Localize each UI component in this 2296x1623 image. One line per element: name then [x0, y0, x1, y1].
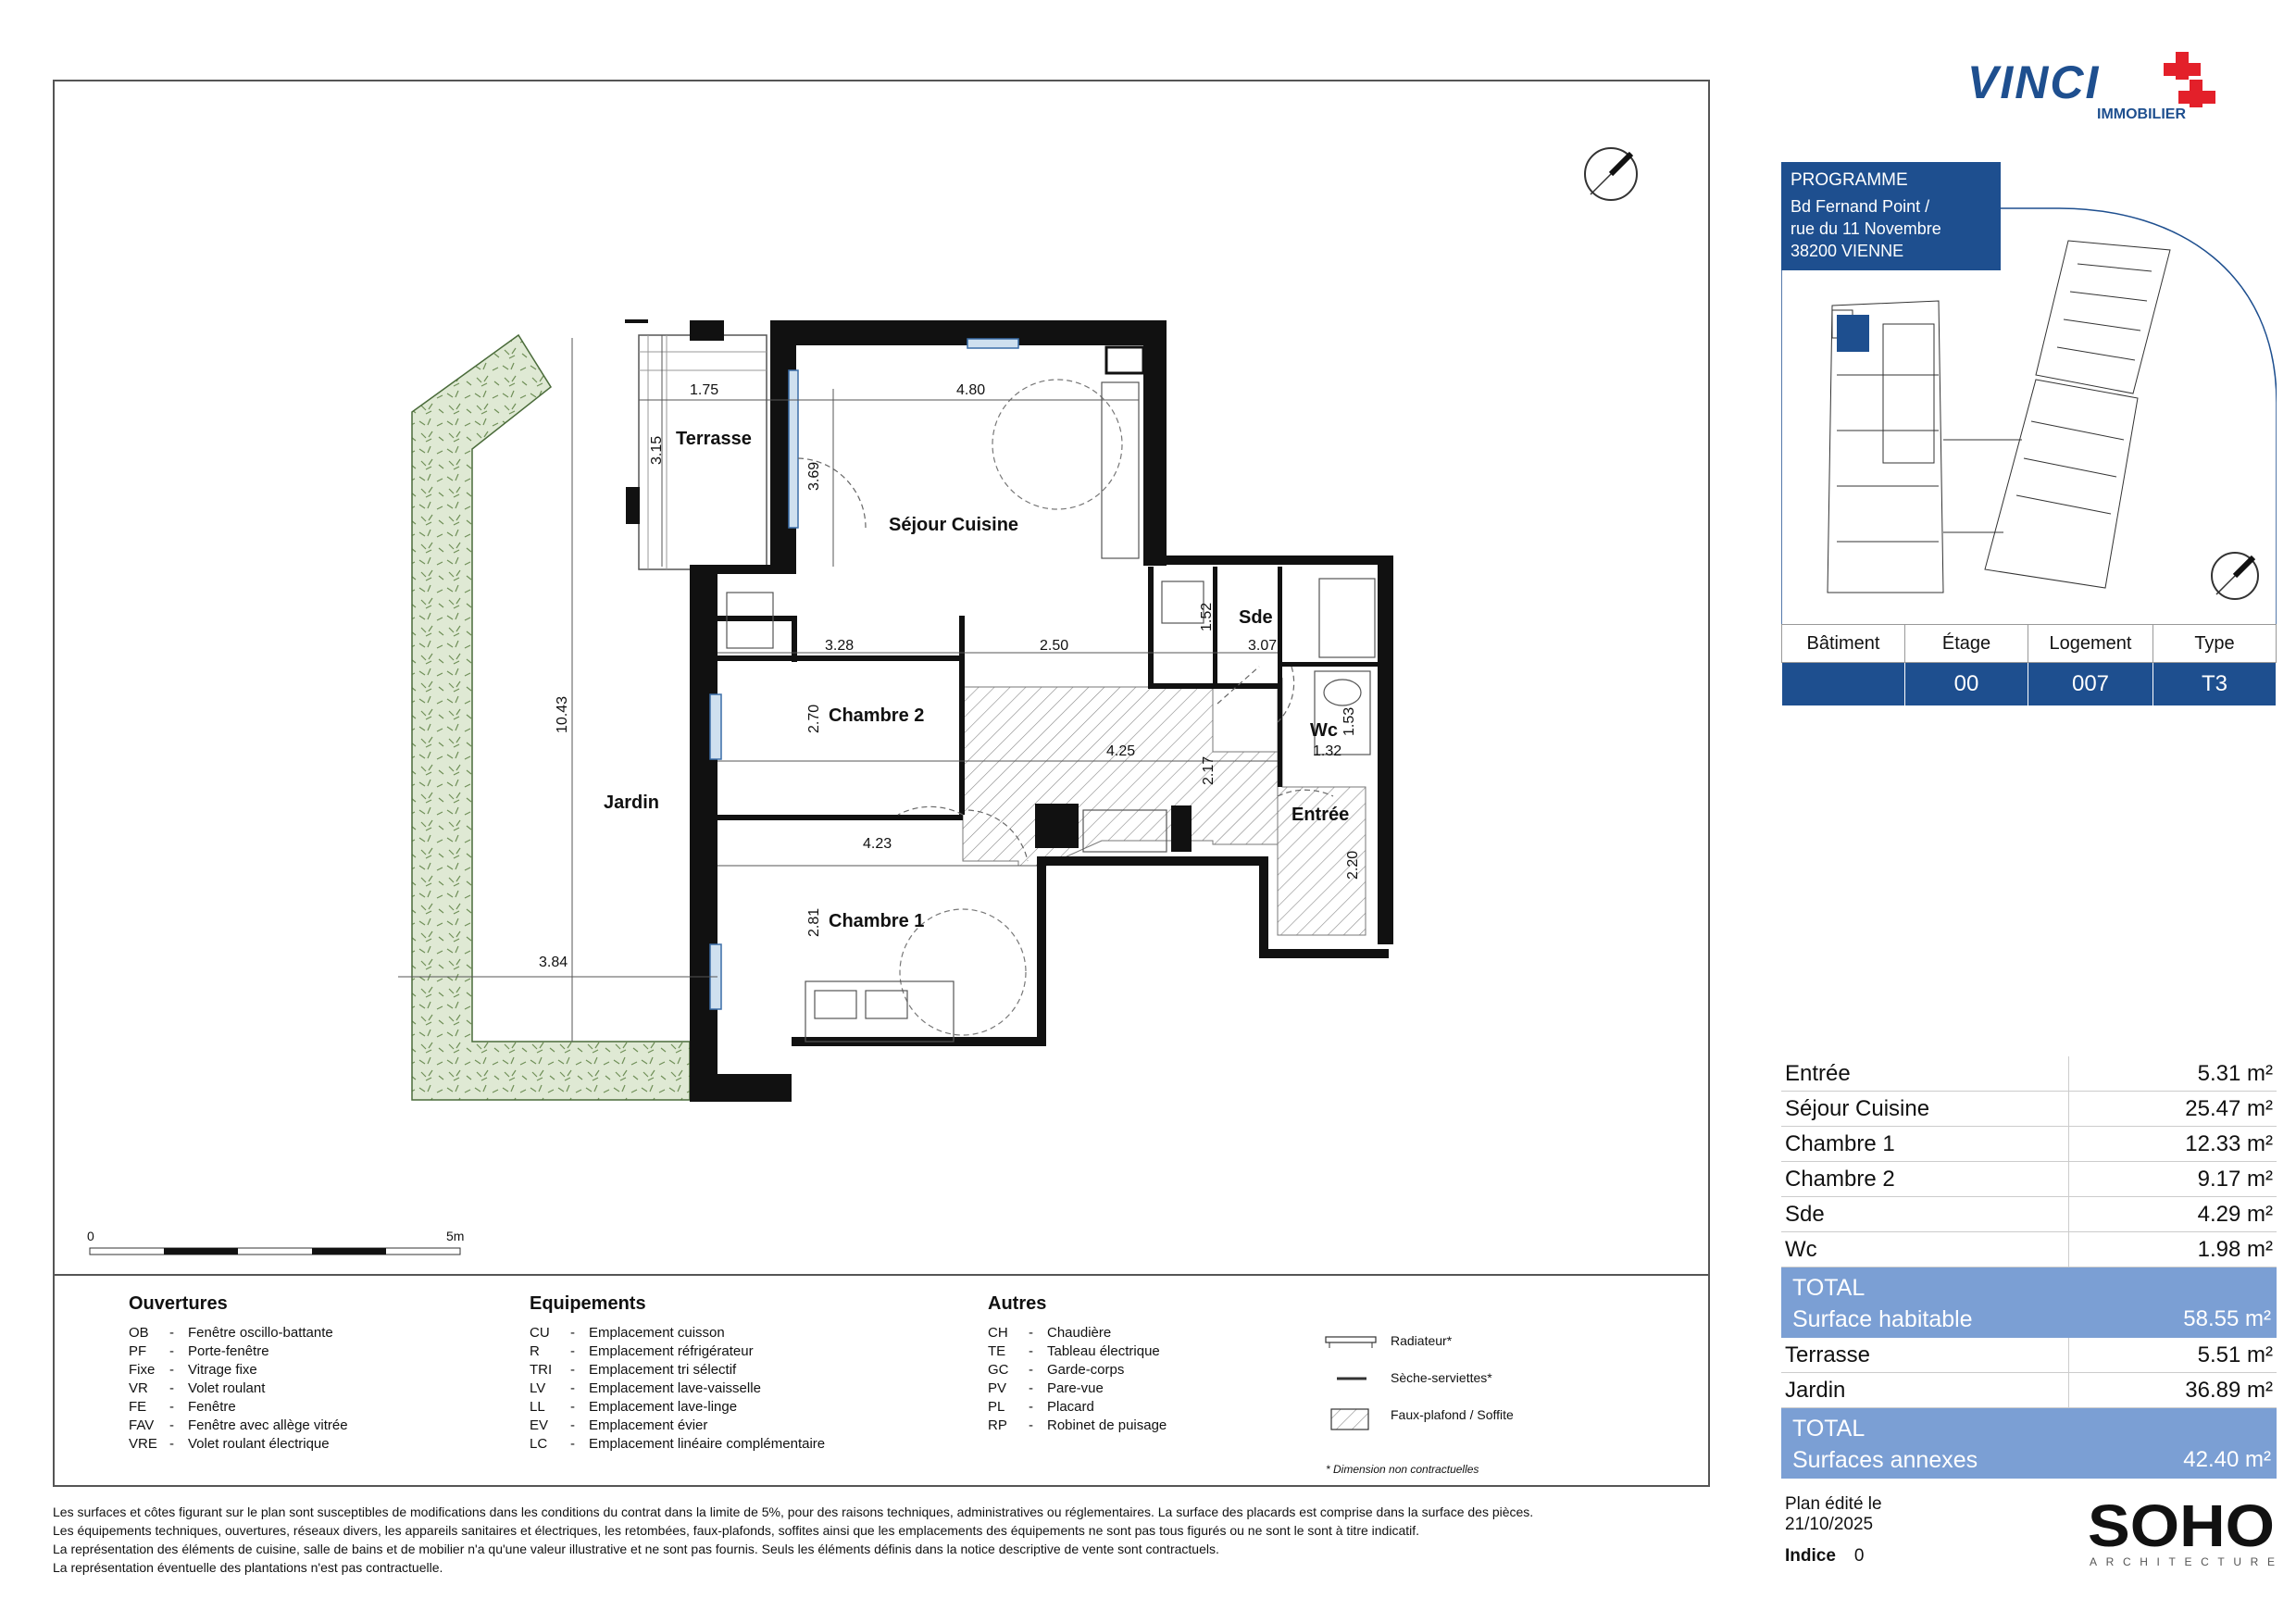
legend-item — [530, 1324, 825, 1342]
legend-item — [988, 1398, 1167, 1417]
lot-info-values — [1782, 663, 2277, 706]
dim-1-32: 1.32 — [1313, 743, 1342, 759]
svg-text:VINCI: VINCI — [1967, 56, 2101, 108]
legend-item — [530, 1398, 825, 1417]
legend-code: TE — [988, 1343, 1006, 1359]
legend-separator: - — [570, 1399, 575, 1415]
legend-separator: - — [570, 1362, 575, 1378]
dim-2-50: 2.50 — [1040, 638, 1069, 654]
legend-item — [530, 1417, 825, 1435]
terrace-post — [626, 487, 640, 524]
legend-separator: - — [570, 1325, 575, 1341]
legend-code: R — [530, 1343, 540, 1359]
disclaimer-line: Les surfaces et côtes figurant sur le plan sont susceptibles de modifications dans les conditions du contrat dans la limite de 5%, pour des raisons techniques, administratives ou réglementaires. La surface des placards est comprise dans la surface des pièces. — [53, 1504, 1534, 1519]
surface-row: Entrée 5.31 m² — [1781, 1056, 2277, 1092]
legend-label: Emplacement réfrigérateur — [589, 1343, 754, 1359]
programme-box — [1781, 162, 2001, 270]
indice — [1785, 1546, 1864, 1567]
legend-label: Emplacement lave-vaisselle — [589, 1380, 761, 1396]
plan-date — [1785, 1494, 1882, 1535]
surface-row: Chambre 2 9.17 m² — [1781, 1162, 2277, 1197]
legend-separator: - — [169, 1362, 174, 1378]
faux-plafond-icon — [1331, 1409, 1368, 1429]
legend-code: CH — [988, 1325, 1008, 1341]
legend-label: Fenêtre avec allège vitrée — [188, 1417, 348, 1433]
legend-code: FAV — [129, 1417, 155, 1433]
surface-row: Sde 4.29 m² — [1781, 1197, 2277, 1232]
disclaimer — [53, 1503, 1719, 1577]
indice-label: Indice — [1785, 1546, 1836, 1566]
surface-row: Séjour Cuisine 25.47 m² — [1781, 1092, 2277, 1127]
legend-label: Volet roulant électrique — [188, 1436, 330, 1452]
legend-label: Emplacement lave-linge — [589, 1399, 738, 1415]
legend-code: LV — [530, 1380, 546, 1396]
disclaimer-line: Les équipements techniques, ouvertures, réseaux divers, les appareils sanitaires et électriques, les retombées, faux-plafonds, soffites ainsi que les emplacements des équipements ne sont pas tous figurés ou ne sont le sont à titre indicatif. — [53, 1523, 1420, 1538]
legend-separator: - — [169, 1380, 174, 1396]
legend-faux-plafond: Faux-plafond / Soffite — [1391, 1407, 1514, 1422]
dim-1-52: 1.52 — [1199, 602, 1215, 631]
legend-item — [129, 1417, 348, 1435]
label-chambre-2: Chambre 2 — [829, 705, 925, 726]
svg-text:SOHO: SOHO — [2088, 1495, 2275, 1559]
dim-1-53: 1.53 — [1341, 706, 1357, 736]
dim-3-28: 3.28 — [825, 638, 855, 654]
legend-separator: - — [1029, 1399, 1033, 1415]
site-north-arrow-icon — [2212, 553, 2258, 599]
legend-code: VRE — [129, 1436, 157, 1452]
programme-address-2: rue du 11 Novembre — [1791, 219, 1941, 238]
scale-bar — [90, 1248, 460, 1255]
label-sde: Sde — [1239, 607, 1273, 628]
legend-separator: - — [169, 1417, 174, 1433]
dim-4-23: 4.23 — [863, 836, 892, 852]
legend-separator: - — [570, 1436, 575, 1452]
legend-label: Emplacement cuisson — [589, 1325, 725, 1341]
legend-label: Garde-corps — [1047, 1362, 1125, 1378]
legend-label: Robinet de puisage — [1047, 1417, 1167, 1433]
plan-edite-label: Plan édité le — [1785, 1494, 1882, 1514]
legend-separator: - — [1029, 1325, 1033, 1341]
terrace-post-top — [625, 319, 648, 323]
legend-code: PV — [988, 1380, 1007, 1396]
value-type: T3 — [2153, 663, 2277, 706]
label-terrasse: Terrasse — [676, 429, 752, 449]
lot-info-table — [1781, 624, 2277, 706]
legend-separator: - — [169, 1399, 174, 1415]
legend-label: Placard — [1047, 1399, 1094, 1415]
label-chambre-1: Chambre 1 — [829, 911, 925, 931]
dim-2-20: 2.20 — [1345, 850, 1361, 880]
legend-code: OB — [129, 1325, 149, 1341]
legend-item — [129, 1342, 348, 1361]
annex-row: Terrasse 5.51 m² — [1781, 1338, 2277, 1373]
header-etage: Étage — [1905, 625, 2028, 663]
legend-item — [988, 1342, 1167, 1361]
header-logement: Logement — [2028, 625, 2153, 663]
vinci-immobilier-logo — [1967, 44, 2227, 128]
dim-3-07: 3.07 — [1248, 638, 1278, 654]
legend-equipements — [530, 1294, 825, 1454]
legend-separator: - — [1029, 1362, 1033, 1378]
legend-radiateur: Radiateur* — [1391, 1333, 1453, 1348]
surfaces-table — [1781, 1056, 2277, 1479]
legend-item — [129, 1324, 348, 1342]
value-logement: 007 — [2028, 663, 2153, 706]
legend-label: Chaudière — [1047, 1325, 1112, 1341]
legend-item — [129, 1361, 348, 1380]
disclaimer-line: La représentation des éléments de cuisine, salle de bains et de mobilier n'a qu'une valeur illustrative et ne sont pas fournis. Seuls les éléments définis dans la notice descriptive de vente sont contractuels. — [53, 1542, 1219, 1556]
legend-item — [988, 1324, 1167, 1342]
legend-item — [988, 1417, 1167, 1435]
header-batiment: Bâtiment — [1782, 625, 1905, 663]
annex-row: Jardin 36.89 m² — [1781, 1373, 2277, 1408]
dim-3-15: 3.15 — [649, 435, 665, 465]
disclaimer-line: La représentation éventuelle des plantations n'est pas contractuelle. — [53, 1560, 443, 1575]
legend-code: GC — [988, 1362, 1009, 1378]
legend-code: VR — [129, 1380, 148, 1396]
dim-3-84: 3.84 — [539, 955, 568, 970]
legend-label: Emplacement tri sélectif — [589, 1362, 737, 1378]
svg-text:IMMOBILIER: IMMOBILIER — [2097, 106, 2186, 122]
radiator-icon — [1326, 1337, 1376, 1348]
legend-separator: - — [570, 1417, 575, 1433]
legend-label: Pare-vue — [1047, 1380, 1104, 1396]
legend-code: Fixe — [129, 1362, 156, 1378]
legend-code: PF — [129, 1343, 147, 1359]
programme-address-3: 38200 VIENNE — [1791, 242, 1904, 260]
legend-label: Volet roulant — [188, 1380, 266, 1396]
legend-item — [129, 1435, 348, 1454]
plan-edite-date: 21/10/2025 — [1785, 1515, 1874, 1534]
legend-code: EV — [530, 1417, 549, 1433]
legend-label: Fenêtre — [188, 1399, 236, 1415]
surface-row: Chambre 1 12.33 m² — [1781, 1127, 2277, 1162]
legend-label: Tableau électrique — [1047, 1343, 1160, 1359]
svg-text:ARCHITECTURE: ARCHITECTURE — [2090, 1555, 2275, 1568]
legend-label: Emplacement linéaire complémentaire — [589, 1436, 826, 1452]
north-arrow-icon — [1585, 148, 1637, 200]
legend-ouvertures-title: Ouvertures — [129, 1293, 228, 1314]
surface-row: Wc 1.98 m² — [1781, 1232, 2277, 1267]
legend-code: CU — [530, 1325, 550, 1341]
legend-label: Porte-fenêtre — [188, 1343, 269, 1359]
legend-autres-title: Autres — [988, 1293, 1047, 1314]
legend-code: PL — [988, 1399, 1005, 1415]
legend-item — [988, 1380, 1167, 1398]
legend-separator: - — [1029, 1343, 1033, 1359]
dim-2-70: 2.70 — [806, 704, 822, 733]
legend-label: Emplacement évier — [589, 1417, 708, 1433]
label-jardin: Jardin — [604, 793, 660, 813]
total-habitable: TOTAL Surface habitable 58.55 m² — [1781, 1267, 2277, 1338]
header-type: Type — [2153, 625, 2277, 663]
legend-code: LC — [530, 1436, 548, 1452]
programme-title: PROGRAMME — [1791, 170, 1908, 190]
legend-item — [988, 1361, 1167, 1380]
legend-code: TRI — [530, 1362, 553, 1378]
legend-ouvertures — [129, 1294, 348, 1454]
legend-item — [129, 1398, 348, 1417]
legend-autres — [988, 1294, 1167, 1435]
dim-4-25: 4.25 — [1106, 743, 1136, 759]
legend-item — [530, 1435, 825, 1454]
legend-item — [530, 1380, 825, 1398]
legend-separator: - — [570, 1380, 575, 1396]
scale-start: 0 — [87, 1229, 94, 1243]
dim-4-80: 4.80 — [956, 382, 986, 398]
legend-seche-serviettes: Sèche-serviettes* — [1391, 1370, 1492, 1385]
legend-separator: - — [1029, 1380, 1033, 1396]
legend-item — [530, 1342, 825, 1361]
legend-separator: - — [570, 1343, 575, 1359]
legend-code: FE — [129, 1399, 147, 1415]
legend-item — [530, 1361, 825, 1380]
legend-label: Vitrage fixe — [188, 1362, 257, 1378]
dimension-note: * Dimension non contractuelles — [1326, 1463, 1479, 1476]
scale-end: 5m — [446, 1229, 465, 1243]
legend-item — [129, 1380, 348, 1398]
legend-equipements-title: Equipements — [530, 1293, 646, 1314]
legend-code: RP — [988, 1417, 1007, 1433]
indice-value: 0 — [1853, 1546, 1865, 1566]
legend-label: Fenêtre oscillo-battante — [188, 1325, 333, 1341]
legend-separator: - — [169, 1343, 174, 1359]
value-etage: 00 — [1905, 663, 2028, 706]
dim-2-81: 2.81 — [806, 907, 822, 937]
label-entree: Entrée — [1292, 805, 1350, 825]
label-wc: Wc — [1310, 720, 1338, 741]
dim-1-75: 1.75 — [690, 382, 719, 398]
dim-2-17: 2.17 — [1201, 755, 1217, 785]
legend-code: LL — [530, 1399, 545, 1415]
label-sejour-cuisine: Séjour Cuisine — [889, 515, 1019, 535]
dim-3-69: 3.69 — [806, 461, 822, 491]
legend-separator: - — [1029, 1417, 1033, 1433]
value-batiment — [1782, 663, 1905, 706]
legend-separator: - — [169, 1436, 174, 1452]
programme-address-1: Bd Fernand Point / — [1791, 197, 1930, 216]
soho-architecture-logo — [2088, 1495, 2277, 1569]
dim-10-43: 10.43 — [555, 695, 570, 733]
total-annexes: TOTAL Surfaces annexes 42.40 m² — [1781, 1408, 2277, 1479]
lot-info-headers — [1782, 625, 2277, 663]
legend-separator: - — [169, 1325, 174, 1341]
